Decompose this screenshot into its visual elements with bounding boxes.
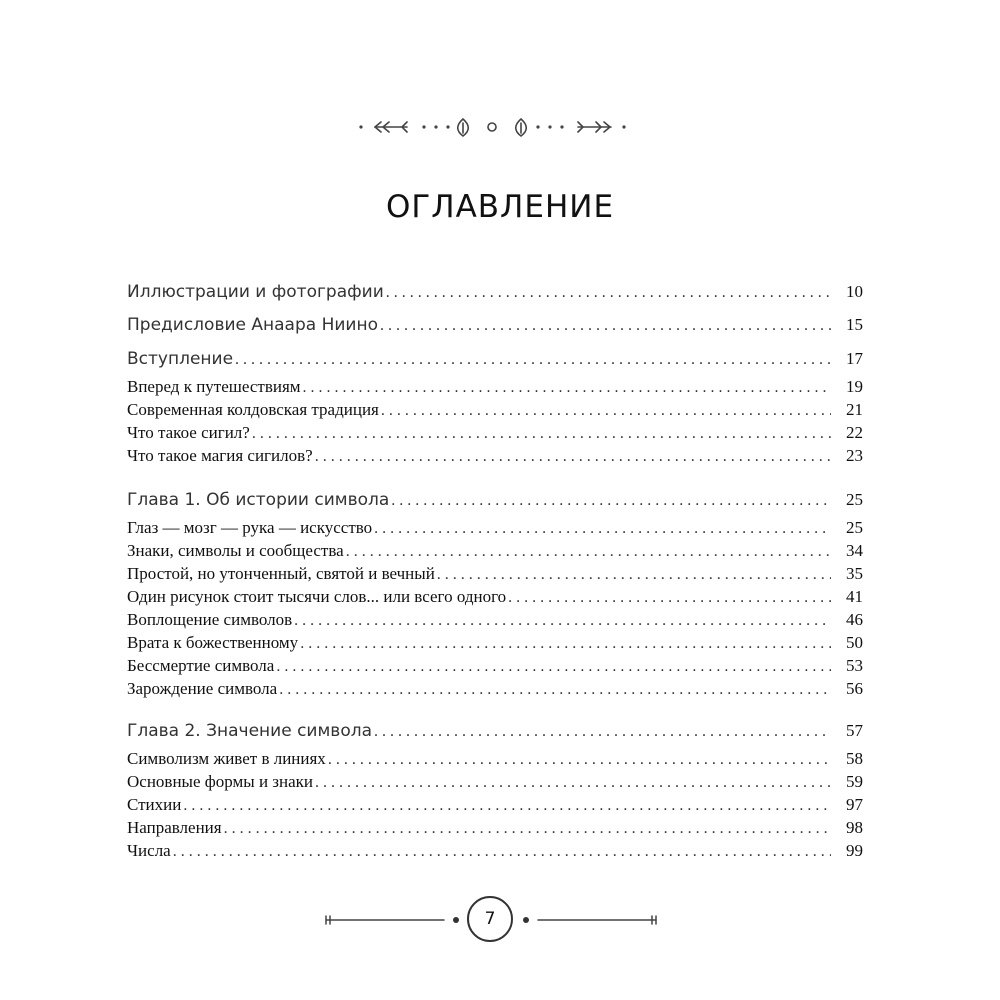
toc-entry-page: 97 — [846, 795, 863, 814]
toc-dot-leader — [183, 797, 831, 815]
toc-entry[interactable] — [127, 633, 863, 657]
toc-dot-leader — [380, 317, 831, 335]
toc-entry-label: Врата к божественному — [127, 633, 299, 652]
toc-entry-page: 25 — [846, 490, 863, 509]
toc-dot-leader — [315, 448, 831, 466]
toc-entry-label: Иллюстрации и фотографии — [127, 282, 384, 302]
ornament-divider-icon — [355, 112, 630, 142]
toc-entry-label: Что такое сигил? — [127, 423, 250, 442]
toc-entry[interactable] — [127, 377, 863, 401]
toc-dot-leader — [346, 543, 831, 561]
toc-entry-page: 50 — [846, 633, 863, 652]
toc-entry-label: Числа — [127, 841, 171, 860]
toc-entry-page: 35 — [846, 564, 863, 583]
toc-dot-leader — [391, 492, 831, 510]
footer-left-arrow-icon — [322, 910, 464, 930]
toc-dot-leader — [276, 658, 831, 676]
toc-entry[interactable] — [127, 446, 863, 470]
toc-dot-leader — [381, 402, 831, 420]
toc-entry-label: Основные формы и знаки — [127, 772, 314, 791]
toc-entry[interactable] — [127, 518, 863, 542]
toc-entry[interactable] — [127, 349, 863, 373]
toc-entry-label: Глаз — мозг — рука — искусство — [127, 518, 373, 537]
toc-entry-label: Воплощение символов — [127, 610, 293, 629]
toc-entry[interactable] — [127, 818, 863, 842]
toc-dot-leader — [374, 520, 831, 538]
toc-entry-page: 59 — [846, 772, 863, 791]
toc-entry-label: Вступление — [127, 349, 234, 369]
toc-entry-label: Глава 2. Значение символа — [127, 721, 372, 741]
footer-right-arrow-icon — [518, 910, 660, 930]
toc-entry-label: Знаки, символы и сообщества — [127, 541, 344, 560]
toc-entry[interactable] — [127, 679, 863, 703]
toc-entry[interactable] — [127, 721, 863, 745]
toc-entry-label: Современная колдовская традиция — [127, 400, 379, 419]
toc-entry-label: Один рисунок стоит тысячи слов... или всего одного — [127, 587, 507, 606]
toc-entry-page: 21 — [846, 400, 863, 419]
toc-entry-label: Направления — [127, 818, 222, 837]
toc-entry-page: 10 — [846, 282, 863, 301]
toc-entry-page: 99 — [846, 841, 863, 860]
toc-entry-label: Простой, но утонченный, святой и вечный — [127, 564, 435, 583]
toc-dot-leader — [374, 723, 831, 741]
toc-entry-page: 19 — [846, 377, 863, 396]
toc-entry-page: 15 — [846, 315, 863, 334]
toc-entry-page: 25 — [846, 518, 863, 537]
toc-entry-label: Предисловие Анаара Ниино — [127, 315, 378, 335]
toc-entry[interactable] — [127, 610, 863, 634]
toc-entry-label: Стихии — [127, 795, 182, 814]
toc-entry[interactable] — [127, 841, 863, 865]
toc-entry-label: Глава 1. Об истории символа — [127, 490, 390, 510]
toc-entry-label: Вперед к путешествиям — [127, 377, 301, 396]
toc-entry-page: 98 — [846, 818, 863, 837]
toc-entry[interactable] — [127, 490, 863, 514]
toc-entry-page: 34 — [846, 541, 863, 560]
toc-entry[interactable] — [127, 772, 863, 796]
toc-entry[interactable] — [127, 282, 863, 306]
toc-entry[interactable] — [127, 400, 863, 424]
toc-entry[interactable] — [127, 423, 863, 447]
toc-entry-label: Что такое магия сигилов? — [127, 446, 313, 465]
toc-entry-page: 57 — [846, 721, 863, 740]
toc-dot-leader — [328, 751, 831, 769]
page-title: ОГЛАВЛЕНИЕ — [385, 188, 615, 225]
toc-entry-page: 56 — [846, 679, 863, 698]
toc-dot-leader — [315, 774, 831, 792]
toc-dot-leader — [294, 612, 831, 630]
toc-dot-leader — [235, 351, 831, 369]
toc-entry-page: 17 — [846, 349, 863, 368]
toc-entry-page: 41 — [846, 587, 863, 606]
toc-entry-page: 53 — [846, 656, 863, 675]
toc-entry-label: Бессмертие символа — [127, 656, 275, 675]
toc-entry[interactable] — [127, 541, 863, 565]
toc-dot-leader — [508, 589, 831, 607]
toc-entry[interactable] — [127, 656, 863, 680]
toc-entry-page: 46 — [846, 610, 863, 629]
toc-dot-leader — [437, 566, 831, 584]
toc-entry-page: 22 — [846, 423, 863, 442]
toc-entry[interactable] — [127, 564, 863, 588]
page-number-badge — [467, 896, 513, 942]
toc-entry[interactable] — [127, 795, 863, 819]
toc-dot-leader — [252, 425, 831, 443]
toc-dot-leader — [279, 681, 831, 699]
toc-entry-label: Символизм живет в линиях — [127, 749, 326, 768]
toc-entry-page: 58 — [846, 749, 863, 768]
page-number: 7 — [484, 909, 496, 929]
toc-dot-leader — [303, 379, 831, 397]
toc-dot-leader — [386, 284, 831, 302]
toc-dot-leader — [300, 635, 831, 653]
toc-dot-leader — [224, 820, 831, 838]
toc-dot-leader — [173, 843, 831, 861]
toc-entry[interactable] — [127, 749, 863, 773]
toc-entry[interactable] — [127, 315, 863, 339]
toc-entry[interactable] — [127, 587, 863, 611]
toc-entry-page: 23 — [846, 446, 863, 465]
toc-entry-label: Зарождение символа — [127, 679, 278, 698]
